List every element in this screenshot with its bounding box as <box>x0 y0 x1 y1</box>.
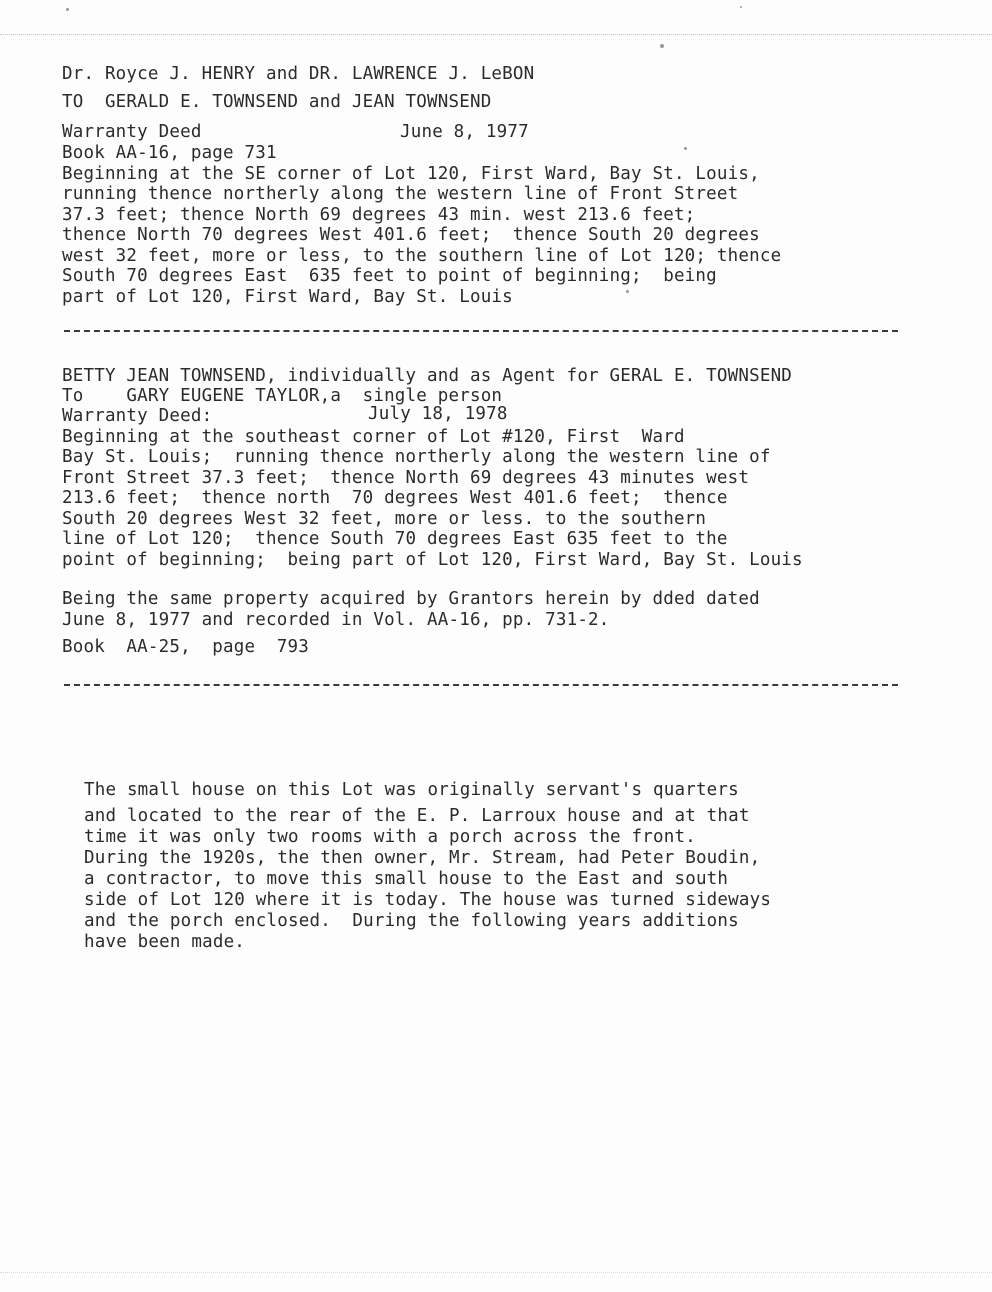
scan-speck <box>660 44 664 48</box>
deed2-description-line: Front Street 37.3 feet; thence North 69 degrees 43 minutes west <box>62 468 750 488</box>
history-line: The small house on this Lot was originally servant's quarters <box>84 780 739 800</box>
history-line: During the 1920s, the then owner, Mr. Stream, had Peter Boudin, <box>84 848 761 868</box>
dashed-separator <box>64 684 898 686</box>
deed1-description-line: South 70 degrees East 635 feet to point of beginning; being <box>62 266 717 286</box>
dashed-separator <box>64 330 898 332</box>
scan-edge-bottom <box>0 1272 992 1273</box>
deed2-parties: BETTY JEAN TOWNSEND, individually and as Agent for GERAL E. TOWNSEND <box>62 366 793 386</box>
deed2-description-line: Beginning at the southeast corner of Lot #120, First Ward <box>62 427 685 447</box>
history-line: and located to the rear of the E. P. Larroux house and at that <box>84 806 750 826</box>
deed1-description-line: west 32 feet, more or less, to the southern line of Lot 120; thence <box>62 246 782 266</box>
deed2-instrument: Warranty Deed: <box>62 406 213 426</box>
deed1-parties: Dr. Royce J. HENRY and DR. LAWRENCE J. LeBON <box>62 64 535 84</box>
deed1-description-line: Beginning at the SE corner of Lot 120, First Ward, Bay St. Louis, <box>62 164 760 184</box>
deed1-description-line: running thence northerly along the western line of Front Street <box>62 184 739 204</box>
history-line: side of Lot 120 where it is today. The house was turned sideways <box>84 890 772 910</box>
history-line: and the porch enclosed. During the following years additions <box>84 911 739 931</box>
history-line: time it was only two rooms with a porch across the front. <box>84 827 696 847</box>
deed2-description-line: point of beginning; being part of Lot 120, First Ward, Bay St. Louis <box>62 550 803 570</box>
scan-speck <box>740 6 742 8</box>
deed1-grantee: TO GERALD E. TOWNSEND and JEAN TOWNSEND <box>62 92 492 112</box>
deed2-grantee: To GARY EUGENE TAYLOR,a single person <box>62 386 503 406</box>
deed1-description-line: part of Lot 120, First Ward, Bay St. Louis <box>62 287 513 307</box>
deed1-instrument: Warranty Deed <box>62 122 202 142</box>
scan-edge-top <box>0 34 992 35</box>
deed1-book: Book AA-16, page 731 <box>62 143 277 163</box>
deed2-source-line: Being the same property acquired by Grantors herein by dded dated <box>62 589 760 609</box>
deed1-description-line: thence North 70 degrees West 401.6 feet; thence South 20 degrees <box>62 225 760 245</box>
history-line: a contractor, to move this small house to the East and south <box>84 869 729 889</box>
deed2-description-line: Bay St. Louis; running thence northerly along the western line of <box>62 447 771 467</box>
scan-speck <box>626 290 629 293</box>
deed2-description-line: line of Lot 120; thence South 70 degrees East 635 feet to the <box>62 529 728 549</box>
scan-speck <box>684 147 687 150</box>
deed1-date: June 8, 1977 <box>400 122 529 142</box>
history-line: have been made. <box>84 932 246 952</box>
deed2-book: Book AA-25, page 793 <box>62 637 309 657</box>
deed2-description-line: South 20 degrees West 32 feet, more or less. to the southern <box>62 509 707 529</box>
deed1-description-line: 37.3 feet; thence North 69 degrees 43 min. west 213.6 feet; <box>62 205 696 225</box>
deed2-date: July 18, 1978 <box>368 404 508 424</box>
deed2-description-line: 213.6 feet; thence north 70 degrees West 401.6 feet; thence <box>62 488 728 508</box>
deed2-source-line: June 8, 1977 and recorded in Vol. AA-16, pp. 731-2. <box>62 610 610 630</box>
scan-speck <box>66 8 69 11</box>
